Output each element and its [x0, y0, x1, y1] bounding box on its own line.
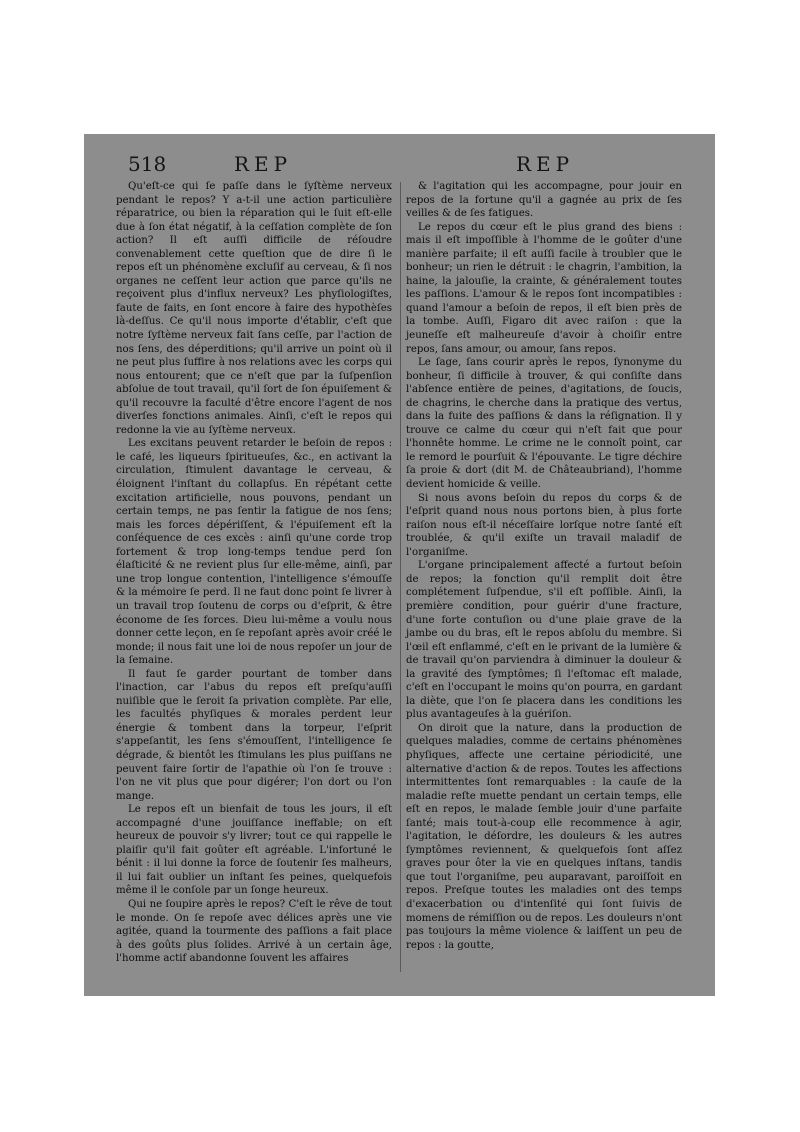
running-head-left: REP	[234, 152, 293, 176]
paragraph: & l'agitation qui les accompagne, pour jouir en repos de la fortune qu'il a gagnée au prix de ſes veilles & de ſes fatigues.	[406, 181, 682, 220]
paragraph: Si nous avons beſoin du repos du corps & de l'eſprit quand nous nous portons bien, à plus forte raiſon nous eſt-il néceſſaire lorſque notre ſanté eſt troublée, & qu'il exiſte un travail maladif de l'organiſme.	[406, 492, 682, 558]
paragraph: Qui ne ſoupire après le repos? C'eſt le rêve de tout le monde. On ſe repoſe avec délices après une vie agitée, quand la tourmente des paſſions a fait place à des goûts plus ſolides. Arrivé à un certain âge, l'homme actif abandonne ſouvent les affaires	[116, 898, 392, 965]
scanned-page	[84, 134, 715, 996]
paragraph: Les excitans peuvent retarder le beſoin de repos : le café, les liqueurs ſpiritueuſes, &c., en activant la circulation, ſtimulent davantage le cerveau, & éloignent l'inſtant du collapſus. En répétant cette excitation artificielle, nous pouvons, pendant un certain temps, ne pas ſentir la fatigue de nos ſens; mais les forces dépériſſent, & l'épuiſement eſt la conſéquence de ces excès : ainſi qu'une corde trop fortement & trop long-temps tendue perd ſon élaſticité & ne revient plus ſur elle-même, ainſi, par une trop longue contention, l'intelligence s'émouſſe & la mémoire ſe perd. Il ne faut donc point ſe livrer à un travail trop ſoutenu de corps ou d'eſprit, & être économe de ſes forces. Dieu lui-même a voulu nous donner cette leçon, en ſe repoſant après avoir créé le monde; il nous fait une loi de nous repoſer un jour de la ſemaine.	[116, 438, 392, 667]
paragraph: On diroit que la nature, dans la production de quelques maladies, comme de certains phénomènes phyſiques, affecte une certaine périodicité, une alternative d'action & de repos. Toutes les affections intermittentes ſont remarquables : la cauſe de la maladie reſte muette pendant un certain temps, elle eſt en repos, le malade ſemble jouir d'une parfaite ſanté; mais tout-à-coup elle recommence à agir, l'agitation, le déſordre, les douleurs & les autres ſymptômes reviennent, & quelquefois ſont aſſez graves pour ôter la vie en quelques inſtans, tandis que tout l'organiſme, peu auparavant, paroiſſoit en repos. Preſque toutes les maladies ont des temps d'exacerbation ou d'intenſité qui ſont ſuivis de momens de rémiſſion ou de repos. Les douleurs n'ont pas toujours la même violence & laiſſent un peu de repos : la goutte,	[406, 722, 682, 951]
running-head-right: REP	[516, 152, 575, 176]
column-divider	[400, 182, 401, 972]
paragraph: Qu'eſt-ce qui ſe paſſe dans le ſyſtème nerveux pendant le repos? Y a-t-il une action particulière réparatrice, ou bien la réparation qui le ſuit eſt-elle due à ſon état négatif, à la ceſſation complète de ſon action? Il eſt auſſi difficile de réſoudre convenablement cette queſtion que de dire ſi le repos eſt un phénomène excluſif au cerveau, & ſi nos organes ne ceſſent leur action que parce qu'ils ne reçoivent plus d'influx nerveux? Les phyſiologiſtes, faute de faits, en ſont encore à faire des hypothèſes là-deſſus. Ce qu'il nous importe d'établir, c'eſt que notre ſyſtème nerveux fait ſans ceſſe, par l'action de nos ſens, des déperditions; qu'il arrive un point où il ne peut plus ſuffire à nos relations avec les corps qui nous entourent; que ce n'eſt que par la ſuſpenſion abſolue de tout travail, qu'il ſort de ſon épuiſement & qu'il recouvre la faculté d'être encore l'agent de nos diverſes fonctions animales. Ainſi, c'eſt le repos qui redonne la vie au ſyſtème nerveux.	[116, 181, 392, 436]
paragraph: L'organe principalement affecté a furtout beſoin de repos; la fonction qu'il remplit doit être complétement ſuſpendue, s'il eſt poſſible. Ainſi, la première condition, pour guérir d'une fracture, d'une forte contuſion ou d'une plaie grave de la jambe ou du bras, eſt le repos abſolu du membre. Si l'œil eſt enflammé, c'eſt en le privant de la lumière & de travail qu'on parviendra à diminuer la douleur & la gravité des ſymptômes; ſi l'eſtomac eſt malade, c'eſt en l'occupant le moins qu'on pourra, en gardant la diète, que l'on ſe placera dans les conditions les plus avantageuſes à la guériſon.	[406, 560, 682, 721]
right-column	[406, 180, 682, 952]
page-number: 518	[128, 152, 167, 176]
left-column	[116, 180, 392, 966]
paragraph: Le repos du cœur eſt le plus grand des biens : mais il eſt impoſſible à l'homme de le goûter d'une manière parfaite; il eſt auſſi facile à troubler que le bonheur; un rien le détruit : le chagrin, l'ambition, la haine, la jalouſie, la crainte, & généralement toutes les paſſions. L'amour & le repos ſont incompatibles : quand l'amour a beſoin de repos, il eſt bien près de la tombe. Auſſi, Figaro dit avec raiſon : que la jeuneſſe eſt malheureuſe d'avoir à choiſir entre repos, ſans amour, ou amour, ſans repos.	[406, 221, 682, 355]
page-header	[84, 152, 715, 182]
paragraph: Il faut ſe garder pourtant de tomber dans l'inaction, car l'abus du repos eſt preſqu'auſſi nuiſible que le ſeroit ſa privation complète. Par elle, les facultés phyſiques & morales perdent leur énergie & tombent dans la torpeur, l'eſprit s'appeſantit, les ſens s'émouſſent, l'intelligence ſe dégrade, & bientôt les ſtimulans les plus puiſſans ne peuvent faire ſortir de l'apathie où l'on ſe trouve : l'on ne vit plus que pour digérer; l'on dort ou l'on mange.	[116, 668, 392, 802]
paragraph: Le repos eſt un bienfait de tous les jours, il eſt accompagné d'une jouiſſance ineffable; on eſt heureux de pouvoir s'y livrer; tout ce qui rappelle le plaiſir qu'il fait goûter eſt agréable. L'infortuné le bénit : il lui donne la force de ſoutenir ſes malheurs, il lui fait oublier un inſtant ſes peines, quelquefois même il le conſole par un ſonge heureux.	[116, 804, 392, 897]
paragraph: Le ſage, ſans courir après le repos, ſynonyme du bonheur, ſi difficile à trouver, & qui conſiſte dans l'abſence entière de peines, d'agitations, de ſoucis, de chagrins, le cherche dans la pratique des vertus, dans la fuite des paſſions & dans la réſignation. Il y trouve ce calme du cœur qui n'eſt fait que pour l'honnête homme. Le crime ne le connoît point, car le remord le pourſuit & l'épouvante. Le tigre déchire ſa proie & dort (dit M. de Châteaubriand), l'homme devient homicide & veille.	[406, 357, 682, 491]
